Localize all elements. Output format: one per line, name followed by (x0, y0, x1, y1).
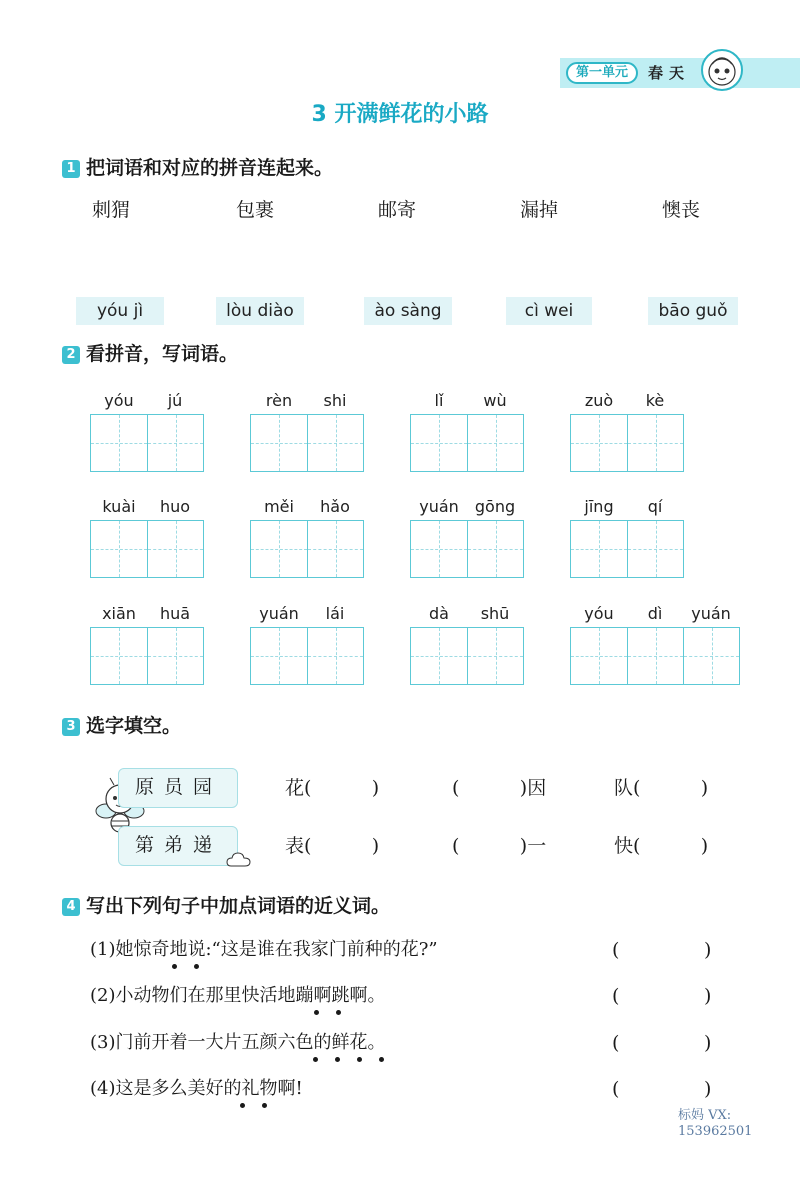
q2-pinyin: hǎo (320, 497, 350, 516)
question-2-number: 2 (62, 346, 80, 364)
q2-pinyin: zuò (584, 391, 614, 410)
q2-pinyin: měi (264, 497, 294, 516)
q2-pinyin: jú (167, 391, 183, 410)
q1-word: 漏掉 (520, 199, 559, 221)
question-3-instruction: 选字填空。 (86, 715, 182, 737)
watermark (678, 1108, 752, 1140)
q2-pinyin: gōng (474, 497, 516, 516)
writing-grid[interactable] (250, 414, 364, 472)
fill-blank[interactable]: 表( ) (285, 835, 380, 857)
q1-word: 懊丧 (662, 199, 701, 221)
writing-grid[interactable] (570, 627, 740, 685)
fill-blank[interactable]: ( )因 (452, 777, 547, 799)
q4-sentence: (2)小动物们在那里快活地蹦啊跳啊。 (90, 985, 386, 1006)
watermark-line1: 标妈 VX: (678, 1108, 732, 1123)
q2-pinyin: yóu (584, 604, 614, 623)
q2-pinyin: jīng (584, 497, 614, 516)
q2-pinyin: shi (323, 391, 347, 410)
q2-pinyin: xiān (102, 604, 136, 623)
q2-pinyin: qí (647, 497, 663, 516)
q1-pinyin-box[interactable]: yóu jì (76, 297, 164, 325)
q2-pinyin: yuán (691, 604, 731, 623)
writing-grid[interactable] (90, 520, 204, 578)
fill-blank[interactable]: 快( ) (614, 835, 709, 857)
q2-pinyin: kuài (102, 497, 136, 516)
fill-blank[interactable]: 花( ) (285, 777, 380, 799)
q2-pinyin: lái (325, 604, 345, 623)
q2-pinyin: lǐ (434, 391, 444, 410)
q2-pinyin: wù (483, 391, 507, 410)
q1-word: 邮寄 (378, 199, 417, 221)
q2-pinyin: rèn (265, 391, 293, 410)
writing-grid[interactable] (570, 520, 684, 578)
fill-blank[interactable]: ( )一 (452, 835, 547, 857)
answer-blank[interactable]: ( ) (612, 1032, 712, 1054)
q2-pinyin: shū (480, 604, 510, 623)
q4-sentence: (1)她惊奇地说:“这是谁在我家门前种的花?” (90, 939, 438, 960)
question-1-number: 1 (62, 160, 80, 178)
q2-pinyin: huā (159, 604, 191, 623)
q2-pinyin: dì (647, 604, 663, 623)
answer-blank[interactable]: ( ) (612, 1078, 712, 1100)
writing-grid[interactable] (250, 520, 364, 578)
writing-grid[interactable] (410, 414, 524, 472)
question-2-instruction: 看拼音，写词语。 (86, 343, 239, 365)
mascot-icon (700, 48, 744, 92)
option-chars-box: 原员园 (118, 768, 238, 808)
q1-word: 刺猬 (92, 199, 131, 221)
writing-grid[interactable] (570, 414, 684, 472)
q1-pinyin-box[interactable]: bāo guǒ (648, 297, 738, 325)
cloud-icon (225, 848, 253, 872)
question-1-instruction: 把词语和对应的拼音连起来。 (86, 157, 334, 179)
q2-pinyin: huo (159, 497, 191, 516)
writing-grid[interactable] (90, 627, 204, 685)
answer-blank[interactable]: ( ) (612, 985, 712, 1007)
q2-pinyin: yuán (419, 497, 459, 516)
question-4-number: 4 (62, 898, 80, 916)
fill-blank[interactable]: 队( ) (614, 777, 709, 799)
option-chars-box: 第弟递 (118, 826, 238, 866)
q2-pinyin: yuán (259, 604, 299, 623)
q1-word: 包裹 (236, 199, 275, 221)
page-title: 3 开满鲜花的小路 (311, 102, 489, 127)
unit-label: 第一单元 (566, 62, 638, 84)
question-3-number: 3 (62, 718, 80, 736)
q4-sentence: (3)门前开着一大片五颜六色的鲜花。 (90, 1032, 386, 1053)
q2-pinyin: kè (645, 391, 665, 410)
question-4-instruction: 写出下列句子中加点词语的近义词。 (86, 895, 391, 917)
writing-grid[interactable] (90, 414, 204, 472)
unit-name: 春天 (648, 64, 691, 82)
writing-grid[interactable] (410, 627, 524, 685)
q2-pinyin: dà (429, 604, 449, 623)
q1-pinyin-box[interactable]: ào sàng (364, 297, 452, 325)
q2-pinyin: yóu (104, 391, 134, 410)
writing-grid[interactable] (250, 627, 364, 685)
q4-sentence: (4)这是多么美好的礼物啊! (90, 1078, 303, 1099)
answer-blank[interactable]: ( ) (612, 939, 712, 961)
q1-pinyin-box[interactable]: lòu diào (216, 297, 304, 325)
watermark-line2: 153962501 (678, 1124, 753, 1139)
writing-grid[interactable] (410, 520, 524, 578)
q1-pinyin-box[interactable]: cì wei (506, 297, 592, 325)
